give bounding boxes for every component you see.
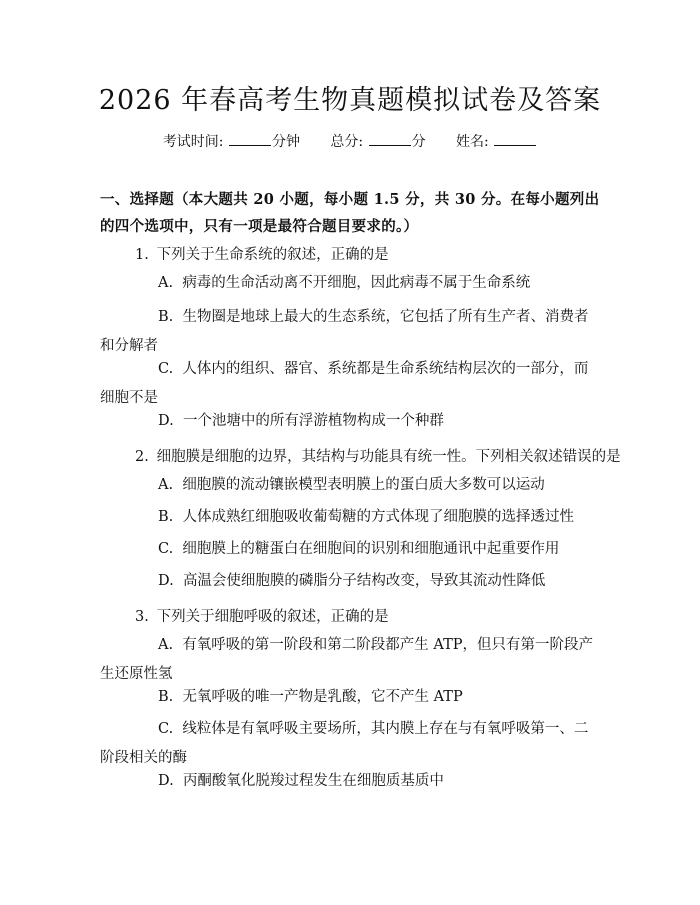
option-text: 一个池塘中的所有浮游植物构成一个种群: [182, 413, 444, 429]
question-stem: 细胞膜是细胞的边界，其结构与功能具有统一性。下列相关叙述错误的是: [156, 449, 621, 465]
option-text: 细胞膜的流动镶嵌模型表明膜上的蛋白质大多数可以运动: [182, 477, 545, 493]
question-2-option-d: [100, 567, 598, 596]
option-text: 人体成熟红细胞吸收葡萄糖的方式体现了细胞膜的选择透过性: [182, 509, 574, 525]
question-1-option-c: [100, 355, 598, 413]
question-3: [135, 605, 389, 626]
time-label: 考试时间:: [162, 134, 224, 150]
name-label: 姓名:: [456, 134, 489, 150]
option-letter: C.: [158, 721, 174, 737]
question-1-option-b: [100, 303, 598, 361]
question-1-option-d: [100, 407, 598, 436]
question-2-option-b: [100, 503, 598, 532]
score-field: [330, 134, 430, 150]
question-number: 2.: [135, 449, 149, 465]
question-number: 1.: [135, 247, 149, 263]
option-letter: A.: [158, 477, 174, 493]
option-text: 细胞膜上的糖蛋白在细胞间的识别和细胞通讯中起重要作用: [182, 541, 560, 557]
section-heading: 一、选择题（本大题共 20 小题，每小题 1.5 分，共 30 分。在每小题列出的四个选项中，只有一项是最符合题目要求的。）: [100, 191, 600, 235]
time-field: [163, 134, 305, 150]
question-2-option-c: [100, 535, 598, 564]
option-letter: A.: [158, 637, 174, 653]
question-3-option-b: [100, 683, 598, 712]
option-text: 丙酮酸氧化脱羧过程发生在细胞质基质中: [182, 773, 444, 789]
time-unit: 分钟: [271, 134, 300, 150]
score-label: 总分:: [330, 134, 364, 150]
option-text: 无氧呼吸的唯一产物是乳酸，它不产生 ATP: [182, 689, 463, 705]
option-letter: A.: [158, 275, 174, 291]
exam-title: 2026 年春高考生物真题模拟试卷及答案: [98, 85, 602, 116]
option-letter: B.: [158, 689, 174, 705]
option-letter: B.: [158, 309, 174, 325]
question-3-option-a: [100, 631, 598, 689]
question-3-option-c: [100, 715, 598, 773]
name-field: [456, 134, 537, 150]
option-letter: B.: [158, 509, 174, 525]
option-letter: D.: [158, 413, 174, 429]
question-1-option-a: [100, 269, 598, 298]
score-blank: [369, 133, 411, 146]
option-text: 线粒体是有氧呼吸主要场所，其内膜上存在与有氧呼吸第一、二阶段相关的酶: [100, 721, 589, 766]
option-letter: D.: [158, 573, 174, 589]
option-letter: C.: [158, 541, 174, 557]
option-text: 生物圈是地球上最大的生态系统，它包括了所有生产者、消费者和分解者: [100, 309, 589, 354]
question-3-option-d: [100, 767, 598, 796]
time-blank: [229, 133, 271, 146]
option-letter: D.: [158, 773, 174, 789]
name-blank: [494, 133, 536, 146]
question-stem: 下列关于生命系统的叙述，正确的是: [156, 247, 389, 263]
score-unit: 分: [411, 134, 426, 150]
option-letter: C.: [158, 361, 174, 377]
option-text: 病毒的生命活动离不开细胞，因此病毒不属于生命系统: [182, 275, 531, 291]
option-text: 有氧呼吸的第一阶段和第二阶段都产生 ATP，但只有第一阶段产生还原性氢: [100, 637, 594, 682]
option-text: 人体内的组织、器官、系统都是生命系统结构层次的一部分，而细胞不是: [100, 361, 589, 406]
question-number: 3.: [135, 609, 149, 625]
question-stem: 下列关于细胞呼吸的叙述，正确的是: [156, 609, 389, 625]
question-2: [135, 445, 621, 466]
option-text: 高温会使细胞膜的磷脂分子结构改变，导致其流动性降低: [182, 573, 546, 589]
question-2-option-a: [100, 471, 598, 500]
question-1: [135, 243, 389, 264]
exam-meta: [0, 131, 700, 151]
